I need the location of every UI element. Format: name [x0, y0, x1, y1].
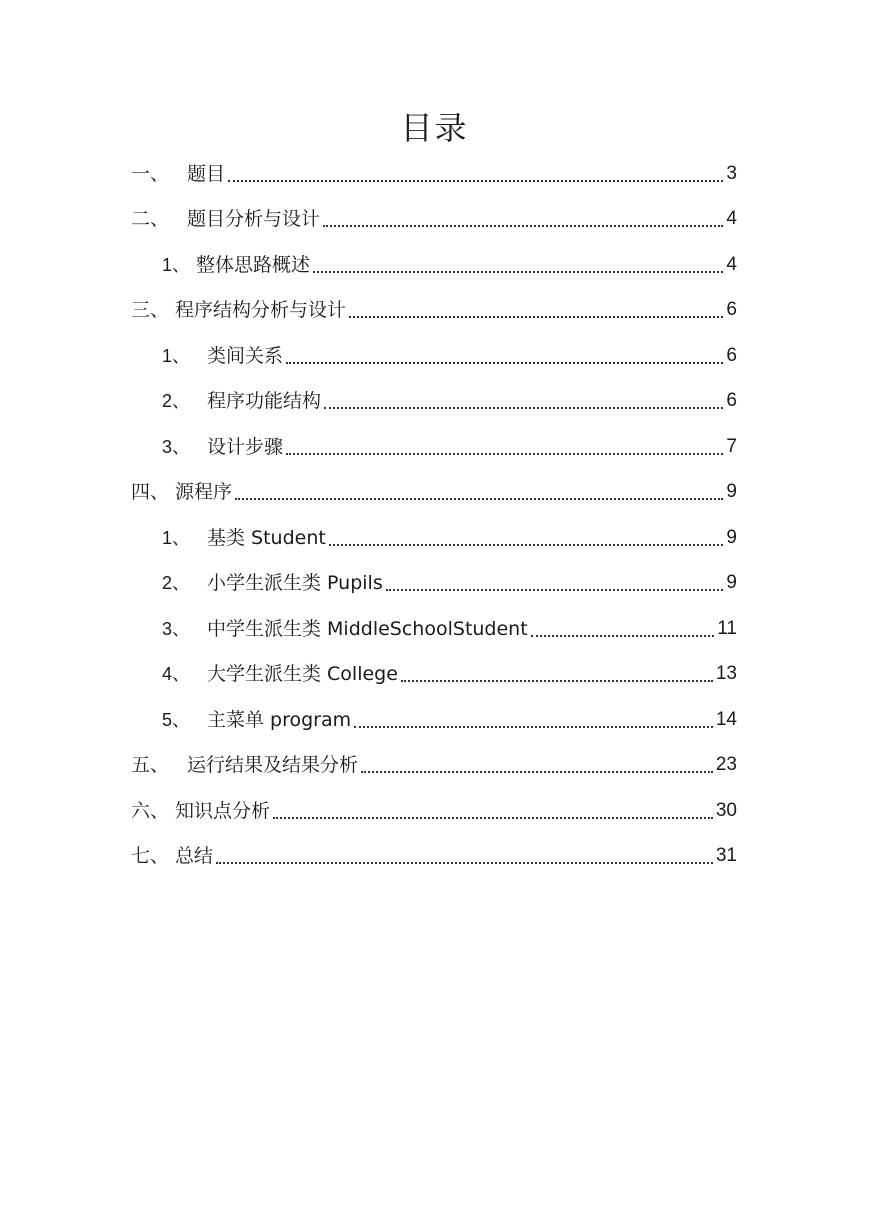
toc-entry-label: 大学生派生类 College: [207, 663, 398, 685]
toc-entry-number: 二、: [131, 208, 170, 230]
toc-entry[interactable]: [162, 432, 737, 462]
toc-dot-leader: [235, 498, 723, 500]
toc-entry-label: 程序结构分析与设计: [175, 299, 347, 321]
toc-entry[interactable]: [131, 204, 737, 234]
toc-dot-leader: [329, 544, 724, 546]
toc-dot-leader: [531, 635, 715, 637]
toc-entry[interactable]: [162, 386, 737, 416]
toc-entry-page: 30: [715, 800, 737, 821]
toc-entry[interactable]: [162, 568, 737, 598]
toc-entry[interactable]: [131, 477, 737, 507]
toc-entry-number: 五、: [131, 754, 170, 776]
toc-entry[interactable]: [162, 659, 737, 689]
toc-entry-number: 3、: [162, 437, 191, 457]
toc-dot-leader: [401, 680, 713, 682]
toc-entry-page: 6: [726, 299, 737, 320]
toc-entry-page: 6: [726, 390, 737, 411]
toc-dot-leader: [323, 225, 723, 227]
toc-dot-leader: [324, 407, 723, 409]
toc-dot-leader: [286, 362, 723, 364]
toc-entry-page: 4: [726, 208, 737, 229]
toc-entry-page: 7: [726, 436, 737, 457]
toc-dot-leader: [354, 726, 713, 728]
toc-entry-number: 六、: [131, 800, 170, 822]
toc-entry-number: 三、: [131, 299, 170, 321]
toc-entry-number: 5、: [162, 710, 191, 730]
toc-entry-label: 基类 Student: [207, 527, 326, 549]
toc-entry-label: 类间关系: [207, 345, 284, 367]
toc-entry[interactable]: [131, 841, 737, 871]
toc-entry[interactable]: [162, 614, 737, 644]
toc-dot-leader: [273, 817, 713, 819]
toc-entry-number: 一、: [131, 163, 170, 185]
toc-entry-page: 9: [726, 481, 737, 502]
toc-entry-number: 1、: [162, 346, 191, 366]
toc-dot-leader: [216, 862, 713, 864]
toc-entry-number: 2、: [162, 391, 191, 411]
toc-entry-page: 14: [715, 709, 737, 730]
toc-entry-page: 31: [715, 845, 737, 866]
toc-entry-page: 9: [726, 527, 737, 548]
toc-entry-label: 源程序: [175, 481, 233, 503]
toc-entry-label: 题目: [187, 163, 226, 185]
toc-entry-page: 23: [715, 754, 737, 775]
toc-entry-label: 题目分析与设计: [187, 208, 321, 230]
toc-entry-number: 1、: [162, 255, 191, 275]
toc-entry-label: 程序功能结构: [207, 390, 322, 412]
toc-entry-page: 3: [726, 163, 737, 184]
toc-entry-label: 总结: [175, 845, 214, 867]
toc-entry-page: 4: [726, 254, 737, 275]
toc-entry[interactable]: [131, 295, 737, 325]
toc-entry-label: 运行结果及结果分析: [187, 754, 359, 776]
toc-dot-leader: [349, 316, 723, 318]
toc-entry-page: 11: [717, 618, 737, 639]
toc-entry-number: 1、: [162, 528, 191, 548]
toc-dot-leader: [386, 589, 724, 591]
toc-entry-number: 3、: [162, 619, 191, 639]
toc-dot-leader: [361, 771, 713, 773]
toc-entry-number: 七、: [131, 845, 170, 867]
toc-entry-number: 四、: [131, 481, 170, 503]
toc-dot-leader: [228, 180, 723, 182]
toc-dot-leader: [313, 271, 723, 273]
toc-entry-label: 知识点分析: [175, 800, 271, 822]
toc-entry-page: 13: [715, 663, 737, 684]
toc-entry[interactable]: [131, 159, 737, 189]
toc-dot-leader: [286, 453, 723, 455]
toc-title: 目录: [400, 109, 469, 147]
toc-entry-page: 6: [726, 345, 737, 366]
toc-entry-number: 4、: [162, 664, 191, 684]
toc-entry-page: 9: [726, 572, 737, 593]
toc-entry[interactable]: [131, 750, 737, 780]
toc-entry-label: 主菜单 program: [207, 709, 352, 731]
toc-entry[interactable]: [131, 796, 737, 826]
toc-entry[interactable]: [162, 250, 737, 280]
toc-entry[interactable]: [162, 341, 737, 371]
toc-entry-number: 2、: [162, 573, 191, 593]
toc-entry-label: 整体思路概述: [196, 254, 311, 276]
toc-entry[interactable]: [162, 523, 737, 553]
toc-entry-label: 中学生派生类 MiddleSchoolStudent: [207, 618, 528, 640]
toc-entry[interactable]: [162, 705, 737, 735]
toc-entry-label: 小学生派生类 Pupils: [207, 572, 383, 594]
toc-entry-label: 设计步骤: [207, 436, 284, 458]
